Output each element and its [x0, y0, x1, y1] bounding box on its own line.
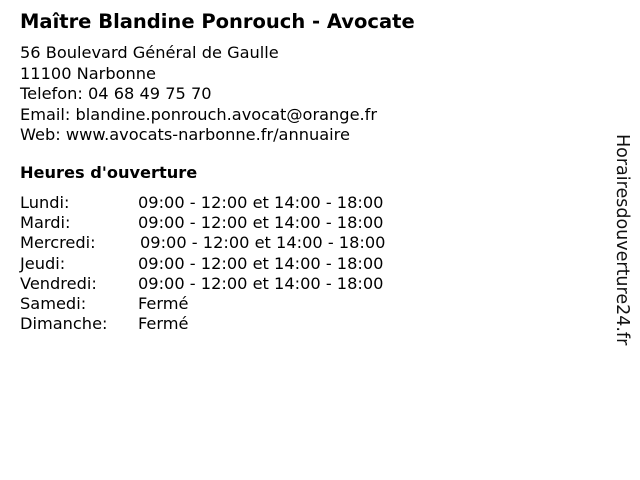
- time-range: 09:00 - 12:00 et 14:00 - 18:00: [138, 253, 384, 273]
- time-range: 09:00 - 12:00 et 14:00 - 18:00: [138, 193, 384, 212]
- time-range: Fermé: [138, 314, 189, 334]
- time-range: 09:00 - 12:00 et 14:00 - 18:00: [138, 213, 384, 233]
- contact-info: [20, 43, 377, 146]
- time-range: 09:00 - 12:00 et 14:00 - 18:00: [140, 233, 386, 253]
- time-range: 09:00 - 12:00 et 14:00 - 18:00: [138, 273, 384, 293]
- day-label: Lundi:: [20, 193, 70, 212]
- hours-row-saturday: [20, 294, 440, 314]
- hours-row-wednesday: [20, 233, 440, 253]
- website: Web: www.avocats-narbonne.fr/annuaire: [20, 125, 350, 144]
- day-label: Jeudi:: [20, 253, 66, 273]
- hours-row-tuesday: [20, 213, 440, 233]
- time-range: Fermé: [138, 293, 189, 313]
- watermark-text: Horairesdouverture24.fr: [612, 134, 632, 346]
- hours-row-thursday: [20, 254, 440, 274]
- phone-number: Telefon: 04 68 49 75 70: [20, 84, 212, 103]
- email-address: Email: blandine.ponrouch.avocat@orange.fr: [20, 104, 378, 124]
- day-label: Vendredi:: [20, 273, 97, 293]
- page-title: Maître Blandine Ponrouch - Avocate: [20, 10, 415, 33]
- hours-row-monday: [20, 193, 440, 213]
- hours-row-sunday: [20, 314, 440, 334]
- opening-hours-table: [20, 193, 440, 334]
- address-city: 11100 Narbonne: [20, 63, 156, 83]
- address-street: 56 Boulevard Général de Gaulle: [20, 43, 279, 62]
- opening-hours-heading: Heures d'ouverture: [20, 163, 198, 182]
- site-watermark: [609, 134, 635, 372]
- hours-row-friday: [20, 274, 440, 294]
- day-label: Dimanche:: [20, 314, 108, 334]
- day-label: Mardi:: [20, 213, 71, 233]
- day-label: Samedi:: [20, 293, 87, 313]
- day-label: Mercredi:: [20, 233, 96, 253]
